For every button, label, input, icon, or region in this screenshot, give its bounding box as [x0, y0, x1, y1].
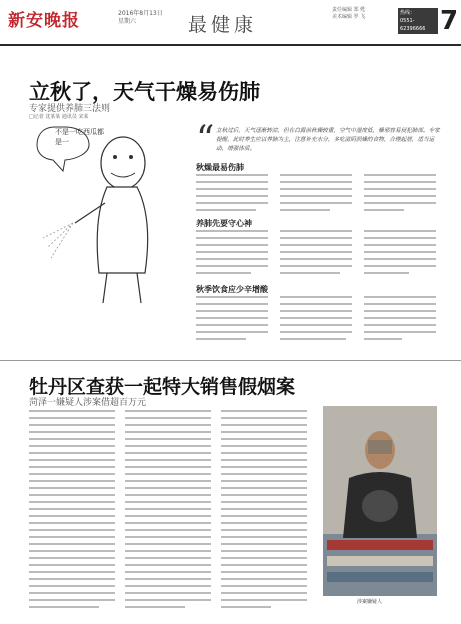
text-line: [125, 452, 211, 454]
article-subtitle-2: 菏泽一嫌疑人涉案借超百万元: [29, 398, 147, 408]
text-line-placeholders: [196, 174, 436, 340]
text-line: [125, 501, 211, 503]
article-divider: [0, 360, 461, 361]
text-line: [364, 265, 436, 267]
text-line: [29, 529, 115, 531]
text-line: [280, 195, 352, 197]
text-line: [29, 494, 115, 496]
character-body: [97, 187, 147, 273]
text-line: [364, 244, 436, 246]
text-line: [125, 473, 211, 475]
text-line: [280, 258, 352, 260]
text-line: [280, 209, 330, 211]
text-line: [29, 564, 115, 566]
text-line: [280, 202, 352, 204]
text-line: [125, 417, 211, 419]
text-line: [29, 508, 115, 510]
text-line: [221, 515, 307, 517]
section-heading-3: 秋季饮食应少辛增酸: [196, 285, 268, 294]
article-2-body-columns: [29, 410, 319, 616]
hotline-box: [398, 8, 438, 34]
text-line: [29, 585, 115, 587]
text-line: [125, 431, 211, 433]
text-line: [221, 578, 307, 580]
spray-lines: [43, 223, 73, 258]
text-line: [196, 296, 268, 298]
text-line: [125, 564, 211, 566]
text-line: [29, 431, 115, 433]
text-line: [364, 303, 436, 305]
editor-credits: [332, 7, 365, 21]
text-line: [125, 599, 211, 601]
text-line: [221, 550, 307, 552]
text-line: [221, 410, 307, 412]
text-line: [364, 181, 436, 183]
text-line: [196, 338, 246, 340]
text-line: [125, 515, 211, 517]
text-line: [364, 338, 402, 340]
text-line: [29, 543, 115, 545]
text-line: [29, 599, 115, 601]
text-line: [125, 585, 211, 587]
text-line: [280, 181, 352, 183]
character-eye-left: [113, 155, 117, 159]
text-line: [125, 459, 211, 461]
text-line: [221, 438, 307, 440]
text-line: [125, 571, 211, 573]
text-line: [364, 209, 404, 211]
text-line: [125, 487, 211, 489]
text-line: [125, 543, 211, 545]
text-line: [196, 251, 268, 253]
article-headline: 立秋了，天气干燥易伤肺: [29, 80, 260, 104]
text-line: [364, 174, 436, 176]
text-line: [280, 317, 352, 319]
text-line: [29, 522, 115, 524]
text-line: [196, 272, 251, 274]
text-line: [280, 296, 352, 298]
text-line: [29, 417, 115, 419]
text-line: [125, 606, 185, 608]
text-line: [221, 459, 307, 461]
text-line: [29, 536, 115, 538]
cigarette-box-row: [327, 572, 433, 582]
text-line: [29, 438, 115, 440]
text-line: [221, 445, 307, 447]
editor-line: 责任编辑 郑 甦: [332, 7, 366, 13]
text-line: [221, 557, 307, 559]
shirt-print: [362, 490, 398, 522]
text-line: [125, 522, 211, 524]
text-line: [196, 195, 268, 197]
text-line: [125, 410, 211, 412]
text-line: [196, 331, 268, 333]
text-line: [280, 237, 352, 239]
text-line: [29, 571, 115, 573]
text-line: [29, 459, 115, 461]
newspaper-logo: 新安晚报: [8, 11, 80, 31]
text-line: [221, 599, 307, 601]
text-line: [125, 494, 211, 496]
text-line: [280, 272, 340, 274]
text-line: [364, 324, 436, 326]
hotline-label: 热线：: [400, 10, 416, 16]
hotline-number: 62396666: [400, 26, 426, 32]
text-line: [125, 438, 211, 440]
text-line: [29, 466, 115, 468]
character-head-icon: [101, 137, 145, 189]
text-line: [125, 592, 211, 594]
text-line: [364, 195, 436, 197]
text-line: [221, 536, 307, 538]
text-line: [221, 494, 307, 496]
text-line: [196, 310, 268, 312]
text-line: [125, 536, 211, 538]
text-line: [364, 237, 436, 239]
text-line: [196, 258, 268, 260]
text-line: [29, 410, 115, 412]
text-line: [364, 296, 436, 298]
text-line: [221, 487, 307, 489]
text-line: [196, 188, 268, 190]
text-line: [221, 606, 271, 608]
text-line: [196, 265, 268, 267]
text-line: [29, 445, 115, 447]
text-line: [29, 578, 115, 580]
text-line: [29, 473, 115, 475]
photo-caption: 涉案嫌疑人: [357, 599, 383, 605]
text-line: [125, 550, 211, 552]
speech-line-1: 不是一吃西瓜都: [55, 128, 104, 136]
text-line: [29, 501, 115, 503]
text-line: [280, 265, 352, 267]
text-line: [29, 515, 115, 517]
text-line: [125, 578, 211, 580]
cigarette-box-row: [327, 540, 433, 550]
text-line: [221, 508, 307, 510]
text-line: [280, 338, 346, 340]
text-line: [125, 466, 211, 468]
cigarette-box-row: [327, 556, 433, 566]
text-line: [280, 331, 352, 333]
face-mosaic: [368, 440, 392, 454]
text-line: [221, 571, 307, 573]
article-subtitle: 专家提供养肺三法则: [29, 104, 111, 114]
text-line: [221, 501, 307, 503]
text-line: [280, 324, 352, 326]
text-line: [364, 310, 436, 312]
text-line: [364, 188, 436, 190]
text-line: [196, 317, 268, 319]
text-line: [221, 592, 307, 594]
text-line: [364, 202, 436, 204]
issue-weekday: 星期六: [118, 18, 137, 25]
article-headline-2: 牡丹区查获一起特大销售假烟案: [29, 376, 296, 398]
text-line: [280, 188, 352, 190]
text-line: [364, 317, 436, 319]
text-line: [364, 251, 436, 253]
text-line: [221, 431, 307, 433]
body-text-columns: [196, 174, 442, 354]
quote-mark-icon: “: [196, 119, 215, 160]
text-line: [221, 480, 307, 482]
text-line: [280, 244, 352, 246]
text-line: [364, 258, 436, 260]
text-line-placeholders: [29, 410, 307, 608]
speech-text: [55, 127, 104, 147]
speech-line-2: 是一: [55, 138, 69, 146]
text-line: [280, 251, 352, 253]
suspect-photo: [323, 406, 437, 596]
text-line: [196, 181, 268, 183]
text-line: [29, 480, 115, 482]
text-line: [29, 592, 115, 594]
text-line: [221, 424, 307, 426]
text-line: [29, 606, 99, 608]
text-line: [196, 237, 268, 239]
text-line: [221, 543, 307, 545]
article-intro: 立秋过后，天气逐渐转凉，但在白露前秋燥较重，空气中湿度低，燥邪容易侵犯肺部。专家提醒，此时养生应以养肺为主，注意补充水分，多吃滋阴润燥的食物，合理起居，适当运动，增强体质。: [216, 128, 440, 152]
text-line: [29, 550, 115, 552]
text-line: [125, 445, 211, 447]
section-heading-2: 养肺先要守心神: [196, 219, 252, 228]
issue-date-line: 2016年8月13日: [118, 10, 163, 17]
text-line: [125, 480, 211, 482]
text-line: [29, 487, 115, 489]
text-line: [29, 557, 115, 559]
text-line: [29, 452, 115, 454]
text-line: [221, 473, 307, 475]
page-header: [0, 0, 461, 46]
text-line: [221, 452, 307, 454]
character-eye-right: [129, 155, 133, 159]
text-line: [280, 310, 352, 312]
text-line: [221, 585, 307, 587]
text-line: [221, 522, 307, 524]
text-line: [196, 209, 256, 211]
text-line: [125, 557, 211, 559]
text-line: [364, 272, 409, 274]
text-line: [364, 331, 436, 333]
text-line: [221, 417, 307, 419]
text-line: [280, 303, 352, 305]
text-line: [125, 508, 211, 510]
text-line: [280, 174, 352, 176]
text-line: [196, 324, 268, 326]
text-line: [125, 529, 211, 531]
section-heading-1: 秋燥最易伤肺: [196, 163, 244, 172]
page-number: 7: [440, 6, 459, 36]
hotline-prefix: 0551-: [400, 18, 415, 24]
text-line: [196, 174, 268, 176]
text-line: [29, 424, 115, 426]
section-title: 最健康: [188, 14, 258, 36]
article-credits: □记者 沈某某 通讯员 宋某: [29, 114, 89, 120]
text-line: [221, 529, 307, 531]
text-line: [280, 230, 352, 232]
text-line: [221, 564, 307, 566]
text-line: [364, 230, 436, 232]
designer-line: 美术编辑 罗 飞: [332, 14, 366, 20]
text-line: [196, 230, 268, 232]
character-legs: [103, 273, 141, 303]
illustration: [33, 123, 181, 311]
text-line: [196, 202, 268, 204]
text-line: [196, 303, 268, 305]
text-line: [125, 424, 211, 426]
text-line: [196, 244, 268, 246]
issue-date: [118, 10, 163, 26]
text-line: [221, 466, 307, 468]
